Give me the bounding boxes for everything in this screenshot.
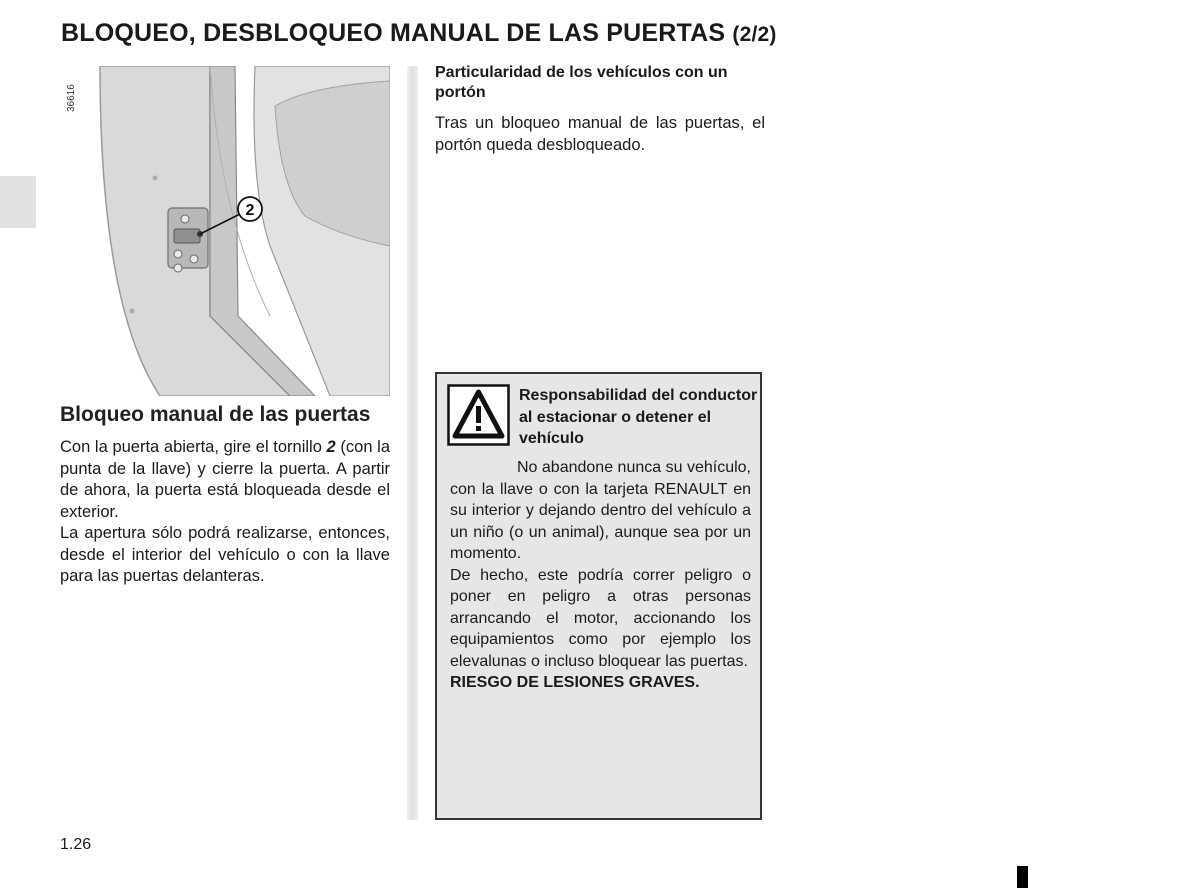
manual-lock-instructions [60,437,390,523]
page-title [61,19,777,48]
figure-reference-number: 36616 [66,84,77,112]
page-title-main: BLOQUEO, DESBLOQUEO MANUAL DE LAS PUERTAS [61,19,726,47]
opening-note: La apertura sólo podrá realizarse, entonces, desde el interior del vehículo o con la llave para las puertas delanteras. [60,524,390,585]
page-title-suffix: (2/2) [732,23,777,46]
tailgate-heading: Particularidad de los vehículos con un portón [435,64,728,101]
instruction-text-start: Con la puerta abierta, gire el tornillo [60,438,327,456]
callout-label: 2 [245,202,255,219]
screw-reference: 2 [326,438,336,456]
warning-box [435,372,762,820]
tailgate-section [435,63,765,156]
warning-paragraph-1: No abandone nunca su vehículo, con la llave o con la tarjeta RENAULT en su interior y dejando dentro del vehículo a un niño (o un animal), aunque sea por un momento. [450,459,751,562]
warning-paragraph-2: De hecho, este podría correr peligro o poner en peligro a otras personas arrancando el motor, accionando los equipamientos como por ejemplo los elevalunas o incluso bloquear las puertas. [450,566,751,670]
instruction-text-end: (con la punta de la llave) y cierre la puerta. A partir de ahora, la puerta está bloqueada desde el exterior. [60,438,391,521]
warning-triangle-icon [447,384,510,446]
door-lock-illustration [60,66,390,396]
warning-heading: Responsabilidad del conductor al estacionar o detener el vehículo [519,387,758,447]
tailgate-text: Tras un bloqueo manual de las puertas, el portón queda desbloqueado. [435,114,765,154]
page-edge-marker [1017,866,1028,888]
column-divider [407,66,418,820]
section-tab-marker [0,176,36,228]
page-number: 1.26 [60,836,92,853]
warning-risk-text: RIESGO DE LESIONES GRAVES. [450,674,700,691]
door-illustration-graphic [60,66,390,396]
warning-body [450,457,751,694]
section-heading: Bloqueo manual de las puertas [60,403,371,426]
manual-lock-section [60,402,390,588]
